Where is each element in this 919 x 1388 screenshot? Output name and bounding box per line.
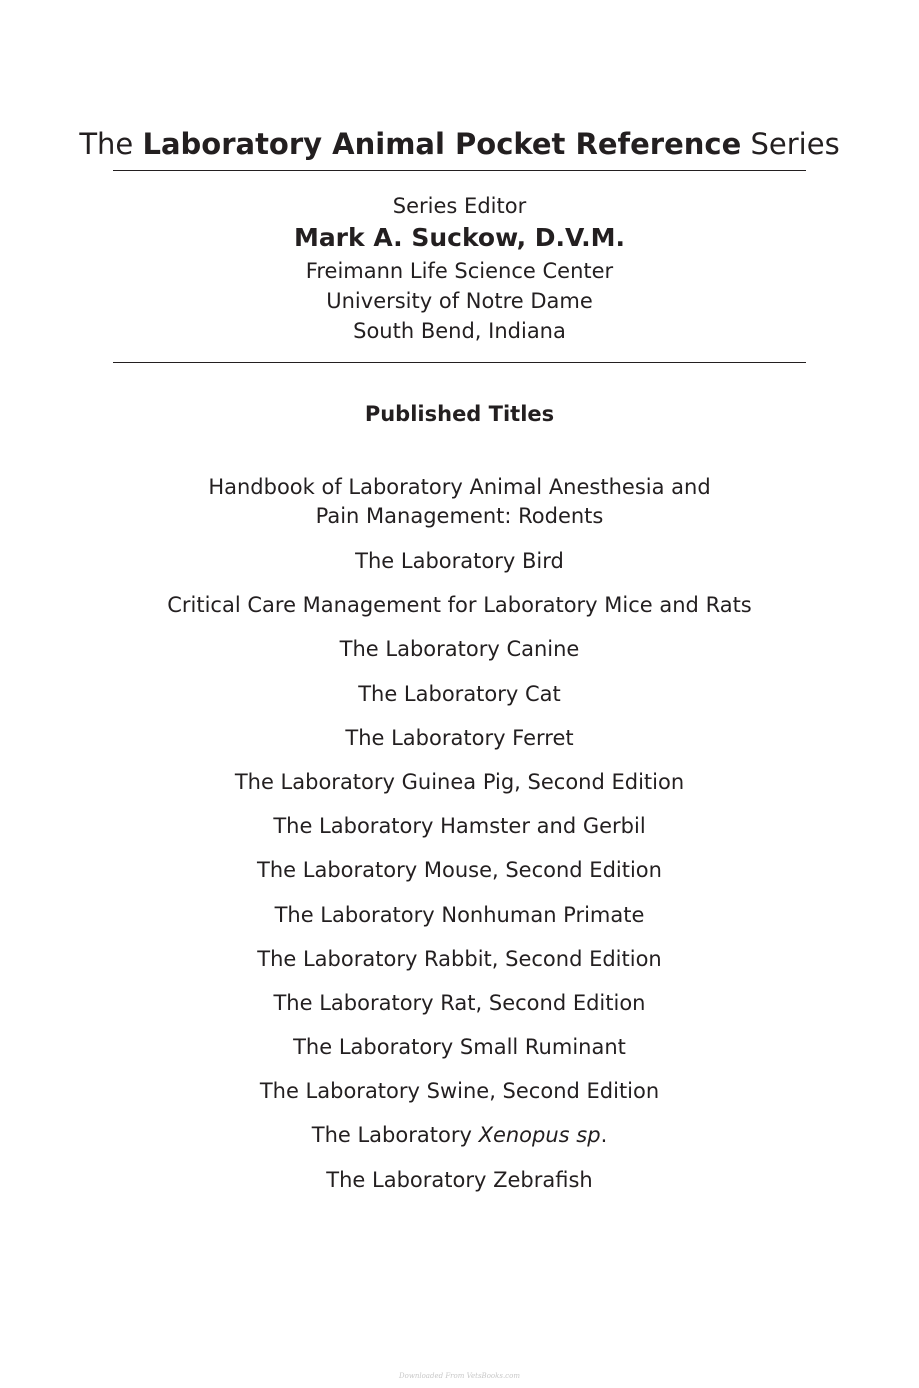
list-item: The Laboratory Zebrafish xyxy=(326,1167,593,1192)
editor-affiliation-location: South Bend, Indiana xyxy=(353,319,566,343)
editor-affiliation-university: University of Notre Dame xyxy=(326,289,593,313)
list-item: The Laboratory Mouse, Second Edition xyxy=(257,858,662,883)
list-item: The Laboratory Small Ruminant xyxy=(293,1035,626,1060)
list-item xyxy=(0,473,919,531)
published-titles-heading: Published Titles xyxy=(364,402,555,426)
series-title xyxy=(0,124,919,164)
top-divider xyxy=(113,170,806,171)
title-suffix: . xyxy=(600,1123,608,1148)
list-item: The Laboratory Bird xyxy=(355,549,564,573)
series-title-main: Laboratory Animal Pocket Reference xyxy=(142,127,742,161)
title-prefix: The Laboratory xyxy=(311,1123,479,1148)
series-title-suffix: Series xyxy=(750,127,840,161)
list-item: The Laboratory Guinea Pig, Second Edition xyxy=(234,769,685,794)
bottom-divider xyxy=(113,362,806,363)
list-item: The Laboratory Canine xyxy=(339,637,580,662)
title-line: Pain Management: Rodents xyxy=(315,504,604,528)
title-italic-species: Xenopus sp xyxy=(478,1123,601,1148)
series-editor-name: Mark A. Suckow, D.V.M. xyxy=(293,223,626,252)
list-item: The Laboratory Rat, Second Edition xyxy=(273,990,646,1015)
list-item: The Laboratory Swine, Second Edition xyxy=(259,1079,660,1104)
list-item: The Laboratory Rabbit, Second Edition xyxy=(257,946,662,971)
list-item xyxy=(0,1120,919,1150)
list-item: The Laboratory Ferret xyxy=(345,725,574,750)
published-titles-list xyxy=(0,473,919,1209)
list-item: Critical Care Management for Laboratory Mice and Rats xyxy=(167,593,752,618)
title-line: Handbook of Laboratory Animal Anesthesia and xyxy=(208,475,711,499)
list-item: The Laboratory Cat xyxy=(358,681,561,706)
list-item: The Laboratory Hamster and Gerbil xyxy=(273,814,646,839)
series-title-prefix: The xyxy=(79,127,134,161)
editor-affiliation-center: Freimann Life Science Center xyxy=(305,259,614,283)
series-editor-label: Series Editor xyxy=(392,194,527,218)
list-item: The Laboratory Nonhuman Primate xyxy=(274,902,645,927)
series-editor-block xyxy=(0,192,919,346)
download-watermark: Downloaded From VetsBooks.com xyxy=(399,1372,520,1380)
